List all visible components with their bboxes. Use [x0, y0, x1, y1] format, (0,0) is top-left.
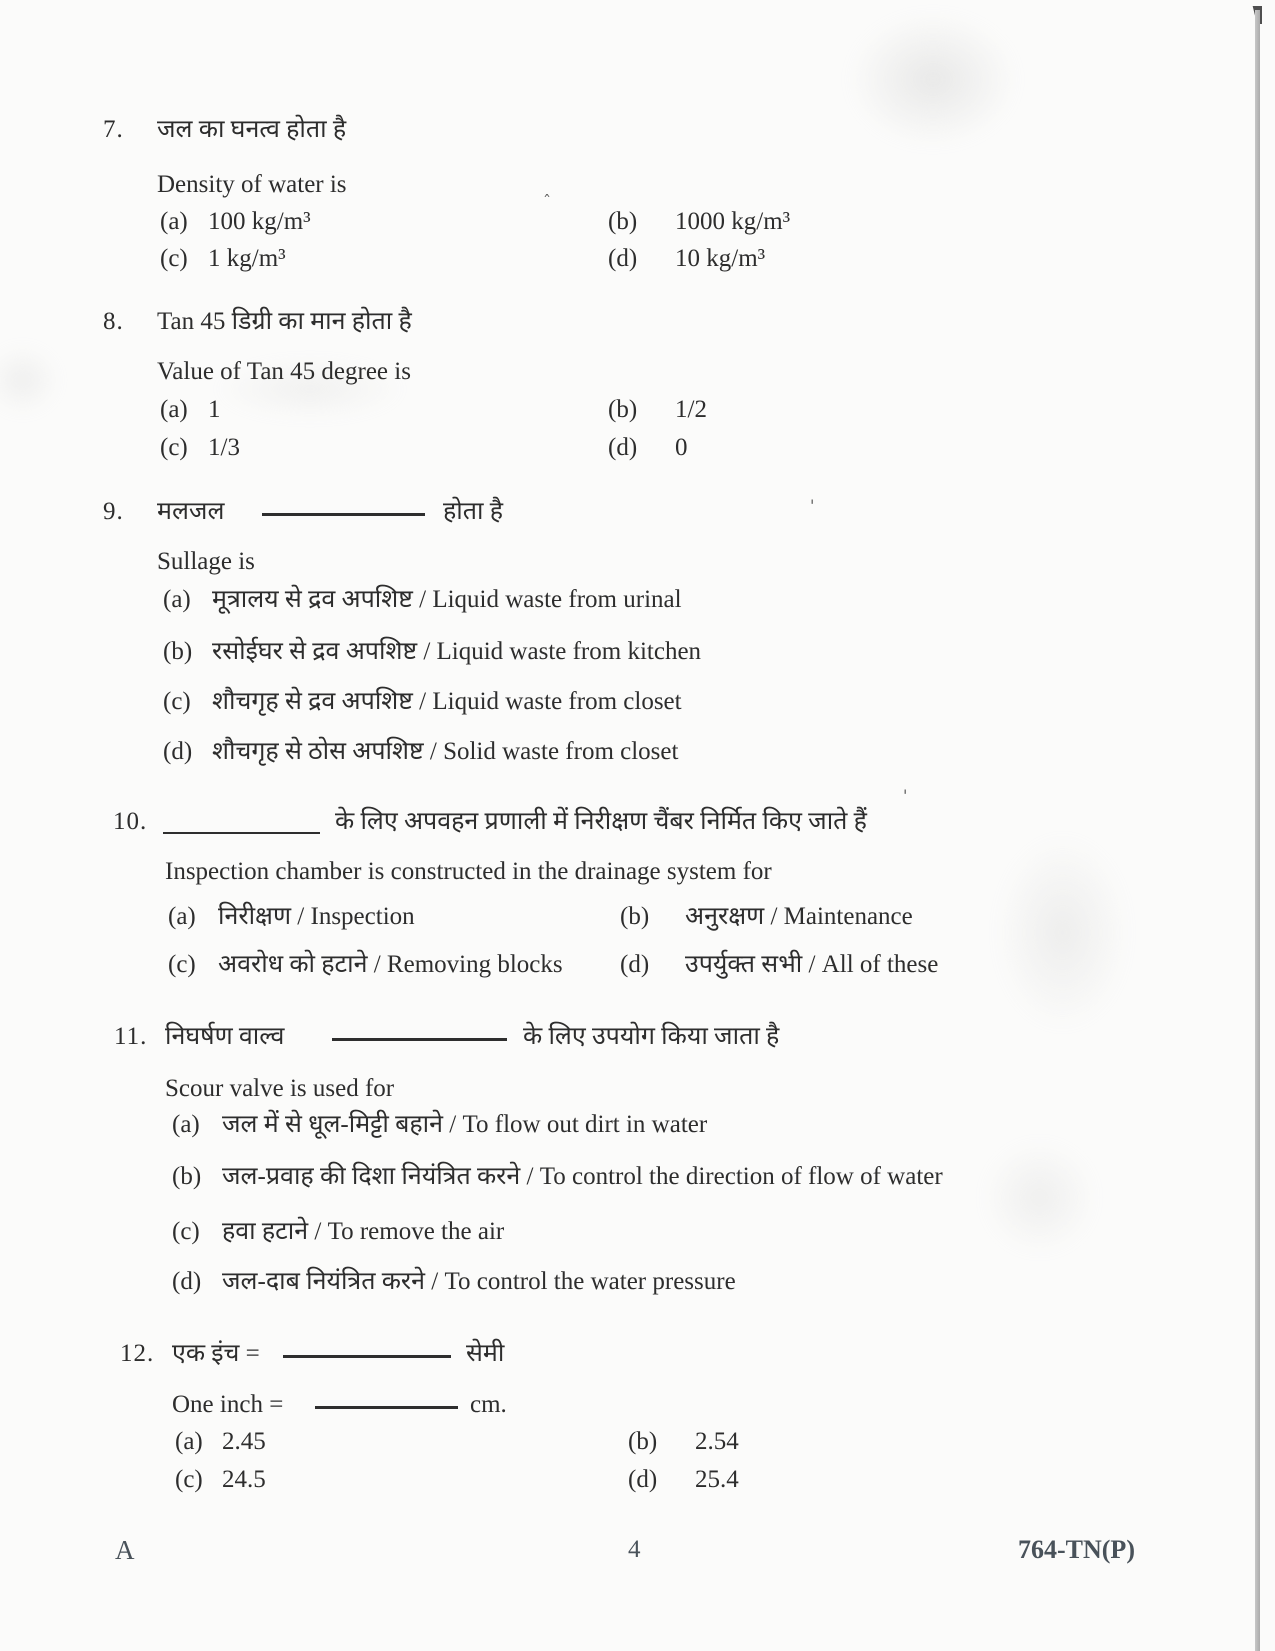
option-text: 2.54	[695, 1428, 739, 1455]
option-text: अवरोध को हटाने / Removing blocks	[218, 951, 563, 978]
question-prompt-english-pre: One inch =	[172, 1391, 284, 1418]
option-text: 10 kg/m³	[675, 245, 766, 272]
option-text: शौचगृह से द्रव अपशिष्ट / Liquid waste from closet	[212, 688, 682, 715]
question-prompt-hindi: जल का घनत्व होता है	[157, 116, 347, 143]
question-9-option-d-row	[0, 735, 1275, 771]
option-label: (a)	[160, 396, 188, 423]
option-text: 2.45	[222, 1428, 266, 1455]
question-11-prompt-english-row	[0, 1072, 1275, 1108]
option-text: 1/3	[208, 434, 240, 461]
option-label: (b)	[163, 638, 193, 665]
question-9-option-b-row	[0, 635, 1275, 671]
option-text: 1000 kg/m³	[675, 208, 791, 235]
question-11-prompt-row	[0, 1020, 1275, 1056]
option-text: 1/2	[675, 396, 707, 423]
question-prompt-hindi: Tan 45 डिग्री का मान होता है	[157, 308, 412, 335]
page-number: 4	[628, 1536, 641, 1563]
option-text: 25.4	[695, 1466, 739, 1493]
question-prompt-english-post: cm.	[470, 1391, 507, 1418]
question-12-prompt-row	[0, 1337, 1275, 1373]
option-label: (a)	[168, 903, 196, 930]
option-text: शौचगृह से ठोस अपशिष्ट / Solid waste from closet	[212, 738, 679, 765]
option-label: (a)	[172, 1111, 200, 1138]
question-prompt-hindi-pre: मलजल	[157, 498, 225, 525]
option-label: (b)	[172, 1163, 202, 1190]
question-number: 8.	[103, 308, 124, 335]
scan-speck: '	[903, 786, 908, 805]
question-7-options-row-2	[0, 242, 1275, 278]
scan-speck: '	[810, 496, 815, 515]
option-label: (a)	[163, 586, 191, 613]
option-label: (b)	[628, 1428, 658, 1455]
option-text: मूत्रालय से द्रव अपशिष्ट / Liquid waste from urinal	[212, 586, 682, 613]
question-prompt-english: Scour valve is used for	[165, 1075, 395, 1102]
option-text: 0	[675, 434, 688, 461]
question-9-prompt-english-row	[0, 545, 1275, 581]
question-8-prompt-english-row	[0, 355, 1275, 391]
blank-line	[283, 1355, 451, 1358]
question-8-options-row-1	[0, 393, 1275, 429]
question-11-option-c-row	[0, 1215, 1275, 1251]
option-text: 1 kg/m³	[208, 245, 286, 272]
question-prompt-hindi-post: सेमी	[466, 1340, 505, 1367]
option-text: हवा हटाने / To remove the air	[222, 1218, 505, 1245]
scan-speck: ˆ	[543, 192, 551, 211]
option-label: (d)	[620, 951, 650, 978]
option-text: 1	[208, 396, 221, 423]
set-code: A	[115, 1535, 135, 1565]
question-11-option-d-row	[0, 1265, 1275, 1301]
option-text: रसोईघर से द्रव अपशिष्ट / Liquid waste from kitchen	[212, 638, 702, 665]
option-text: उपर्युक्त सभी / All of these	[685, 951, 939, 978]
question-12-options-row-1	[0, 1425, 1275, 1461]
option-label: (c)	[160, 434, 188, 461]
blank-line	[163, 832, 320, 834]
question-prompt-english: Density of water is	[157, 171, 347, 198]
question-11-option-a-row	[0, 1108, 1275, 1144]
option-label: (d)	[628, 1466, 658, 1493]
blank-line	[332, 1038, 507, 1041]
option-text: निरीक्षण / Inspection	[218, 903, 415, 930]
option-text: जल-दाब नियंत्रित करने / To control the water pressure	[222, 1268, 736, 1295]
question-10-options-row-1	[0, 900, 1275, 936]
question-7-options-row-1	[0, 205, 1275, 241]
question-8-prompt-row	[0, 305, 1275, 341]
question-9-option-a-row	[0, 583, 1275, 619]
option-label: (b)	[620, 903, 650, 930]
question-11-option-b-row	[0, 1160, 1275, 1196]
question-9-prompt-row	[0, 495, 1275, 531]
option-text: जल-प्रवाह की दिशा नियंत्रित करने / To control the direction of flow of water	[222, 1163, 943, 1190]
blank-line	[262, 513, 425, 516]
question-prompt-hindi-pre: निघर्षण वाल्व	[165, 1023, 285, 1050]
page-footer	[0, 1533, 1275, 1569]
option-label: (b)	[608, 396, 638, 423]
question-10-prompt-row	[0, 805, 1275, 841]
option-label: (c)	[172, 1218, 200, 1245]
question-prompt-english: Value of Tan 45 degree is	[157, 358, 411, 385]
option-label: (d)	[172, 1268, 202, 1295]
question-prompt-hindi-post: होता है	[443, 498, 504, 525]
option-label: (c)	[168, 951, 196, 978]
question-8-options-row-2	[0, 431, 1275, 467]
question-7-prompt-english-row	[0, 168, 1275, 204]
option-label: (d)	[608, 434, 638, 461]
question-number: 9.	[103, 498, 124, 525]
option-label: (d)	[163, 738, 193, 765]
question-prompt-hindi-post: के लिए उपयोग किया जाता है	[523, 1023, 780, 1050]
question-number: 12.	[120, 1340, 155, 1367]
option-label: (c)	[175, 1466, 203, 1493]
question-prompt-english: Sullage is	[157, 548, 255, 575]
question-10-prompt-english-row	[0, 855, 1275, 891]
question-prompt-hindi-post: के लिए अपवहन प्रणाली में निरीक्षण चैंबर निर्मित किए जाते हैं	[335, 808, 867, 835]
question-number: 10.	[113, 808, 148, 835]
option-label: (d)	[608, 245, 638, 272]
question-12-options-row-2	[0, 1463, 1275, 1499]
option-text: 24.5	[222, 1466, 266, 1493]
paper-code: 764-TN(P)	[1018, 1535, 1135, 1564]
option-text: जल में से धूल-मिट्टी बहाने / To flow out dirt in water	[222, 1111, 708, 1138]
question-12-prompt-english-row	[0, 1388, 1275, 1424]
blank-line	[315, 1406, 458, 1409]
question-9-option-c-row	[0, 685, 1275, 721]
question-prompt-english: Inspection chamber is constructed in the drainage system for	[165, 858, 772, 885]
option-label: (b)	[608, 208, 638, 235]
question-prompt-hindi-pre: एक इंच =	[172, 1340, 260, 1367]
option-label: (a)	[175, 1428, 203, 1455]
question-7-prompt-row	[0, 113, 1275, 149]
question-number: 7.	[103, 116, 124, 143]
question-number: 11.	[114, 1023, 148, 1050]
option-label: (c)	[163, 688, 191, 715]
option-label: (c)	[160, 245, 188, 272]
option-text: अनुरक्षण / Maintenance	[685, 903, 913, 930]
question-10-options-row-2	[0, 948, 1275, 984]
option-label: (a)	[160, 208, 188, 235]
option-text: 100 kg/m³	[208, 208, 311, 235]
